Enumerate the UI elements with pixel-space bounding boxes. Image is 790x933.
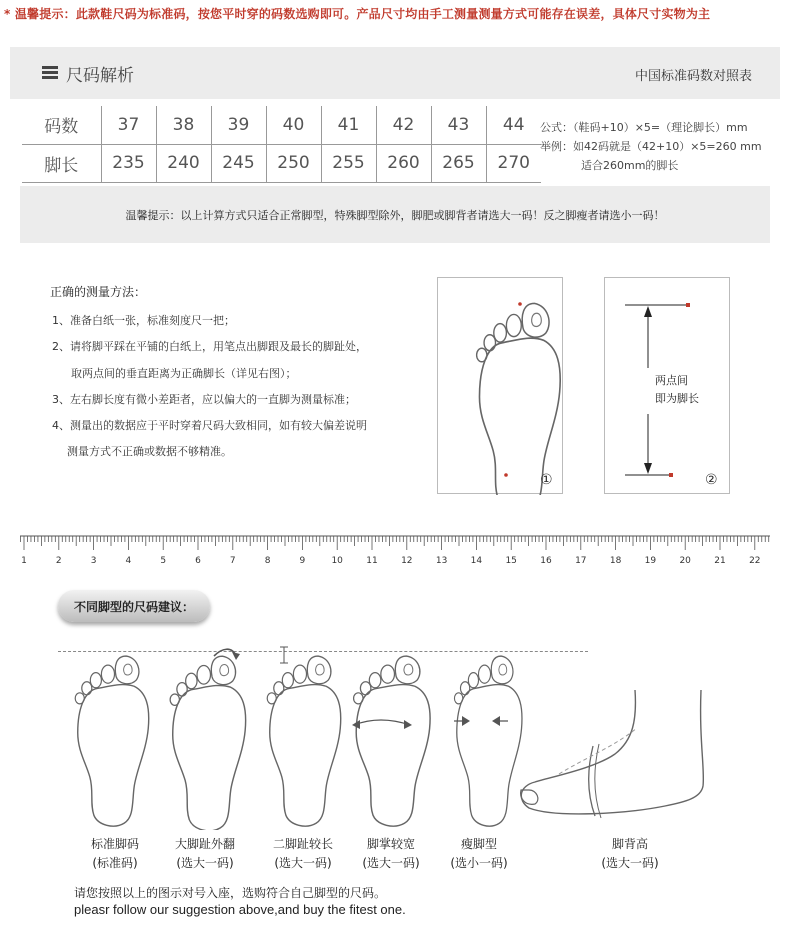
standard-foot-icon	[60, 645, 160, 830]
ruler-label: 12	[401, 556, 413, 566]
foot-size-advice: (选小一码)	[450, 856, 508, 870]
ruler-label: 13	[435, 556, 448, 566]
ruler-label: 1	[21, 556, 27, 566]
two-points-line: 即为脚长	[655, 392, 699, 405]
measure-step: 3、左右脚长度有微小差距者，应以偏大的一直脚为测量标准；	[52, 392, 356, 406]
ruler-label: 2	[55, 556, 62, 566]
formula-example-note: 适合260mm的脚长	[581, 159, 679, 172]
high-instep-foot-icon	[515, 690, 715, 830]
ruler-label: 7	[229, 556, 236, 566]
ruler-label: 10	[331, 556, 343, 566]
measure-step: 1、准备白纸一张，标准刻度尺一把；	[52, 314, 235, 327]
bottom-note-en: pleasr follow our suggestion above,and buy the fitest one.	[74, 902, 406, 917]
ruler-label: 20	[679, 556, 691, 566]
menu-icon	[42, 66, 58, 80]
length-cell: 240	[156, 144, 211, 182]
length-cell: 265	[431, 144, 486, 182]
measure-step: 测量方式不正确或数据不够精准。	[67, 445, 232, 459]
ruler-label: 14	[470, 556, 483, 566]
ruler-label: 22	[749, 556, 761, 566]
foot-size-advice: (选大一码)	[176, 856, 234, 870]
length-cell: 245	[211, 144, 266, 182]
length-cell: 260	[376, 144, 431, 182]
header-title: 尺码解析	[66, 66, 134, 86]
foot-size-advice: (选大一码)	[274, 856, 332, 870]
ruler-label: 9	[299, 556, 306, 566]
foot-type-name: 脚掌较宽	[366, 837, 415, 851]
formula-example: 举例：如42码就是（42+10）×5=260 mm	[540, 140, 762, 153]
ruler-label: 6	[195, 556, 201, 566]
advice-title: 不同脚型的尺码建议：	[73, 600, 194, 614]
foot-size-advice: (标准码)	[92, 856, 138, 870]
ruler-label: 4	[125, 556, 132, 566]
ruler-label: 19	[644, 556, 657, 566]
length-cell: 255	[321, 144, 376, 182]
size-table	[22, 106, 541, 183]
long-second-toe-foot-icon	[252, 645, 352, 830]
bottom-note-cn: 请您按照以上的图示对号入座，选购符合自己脚型的尺码。	[74, 886, 387, 900]
foot-type-name: 二脚趾较长	[272, 837, 333, 851]
figure-1-label: ①	[540, 472, 553, 488]
bunion-foot-icon	[156, 640, 256, 830]
foot-type-name: 瘦脚型	[460, 837, 497, 851]
size-cell: 40	[266, 106, 321, 144]
length-row	[22, 144, 541, 182]
ruler-icon	[20, 534, 770, 556]
size-notice: * 温馨提示：此款鞋尺码为标准码，按您平时穿的码数选购即可。产品尺寸均由手工测量测量方式可能存在误差，具体尺寸实物为主	[4, 7, 711, 21]
ruler-label: 18	[609, 556, 622, 566]
measure-step: 2、请将脚平踩在平铺的白纸上，用笔点出脚跟及最长的脚趾处，	[52, 340, 367, 354]
measure-figure-foot	[437, 277, 563, 494]
length-cell: 250	[266, 144, 321, 182]
size-cell: 41	[321, 106, 376, 144]
header-subtitle: 中国标准码数对照表	[634, 69, 752, 84]
foot-size-advice: (选大一码)	[601, 856, 659, 870]
toe-marker-icon	[518, 302, 522, 306]
ruler-label: 8	[264, 556, 271, 566]
foot-caption	[253, 835, 353, 873]
size-cell: 43	[431, 106, 486, 144]
ruler-label: 11	[366, 556, 378, 566]
foot-caption	[155, 835, 255, 873]
ruler-label: 17	[575, 556, 587, 566]
heel-marker-icon	[504, 473, 508, 477]
foot-caption	[429, 835, 529, 873]
ruler-label: 15	[505, 556, 517, 566]
foot-type-name: 大脚趾外翻	[174, 837, 235, 851]
size-cell: 37	[101, 106, 156, 144]
size-cell: 42	[376, 106, 431, 144]
length-cell: 270	[486, 144, 541, 182]
foot-caption	[65, 835, 165, 873]
foot-caption	[580, 835, 680, 873]
measure-steps	[52, 312, 367, 470]
ruler-label: 16	[540, 556, 552, 566]
tip-text: 温馨提示：以上计算方式只适合正常脚型，特殊脚型除外，脚肥或脚背者请选大一码！反之脚瘦者请选小一码！	[125, 209, 665, 222]
ruler-label: 21	[714, 556, 726, 566]
formula-line: 公式：（鞋码+10）×5=（理论脚长）mm	[540, 121, 748, 134]
size-cell: 39	[211, 106, 266, 144]
formula-block	[540, 118, 762, 175]
size-cell: 38	[156, 106, 211, 144]
figure-2-label: ②	[705, 472, 718, 488]
two-points-label	[655, 372, 699, 408]
ruler-label: 5	[160, 556, 167, 566]
measure-title: 正确的测量方法：	[50, 285, 147, 299]
foot-size-advice: (选大一码)	[362, 856, 420, 870]
foot-caption	[341, 835, 441, 873]
foot-type-name: 标准脚码	[90, 837, 139, 851]
size-row	[22, 106, 541, 144]
two-points-line: 两点间	[655, 374, 688, 387]
foot-outline-icon	[438, 278, 564, 495]
length-row-label: 脚长	[22, 144, 101, 182]
measure-step: 4、测量出的数据应于平时穿着尺码大致相同，如有较大偏差说明	[52, 419, 367, 433]
wide-foot-icon	[340, 645, 440, 830]
measure-step: 取两点间的垂直距离为正确脚长（详见右图）；	[71, 366, 297, 380]
length-cell: 235	[101, 144, 156, 182]
foot-type-name: 脚背高	[611, 837, 648, 851]
ruler-label: 3	[90, 556, 97, 566]
size-cell: 44	[486, 106, 541, 144]
size-row-label: 码数	[22, 106, 101, 144]
